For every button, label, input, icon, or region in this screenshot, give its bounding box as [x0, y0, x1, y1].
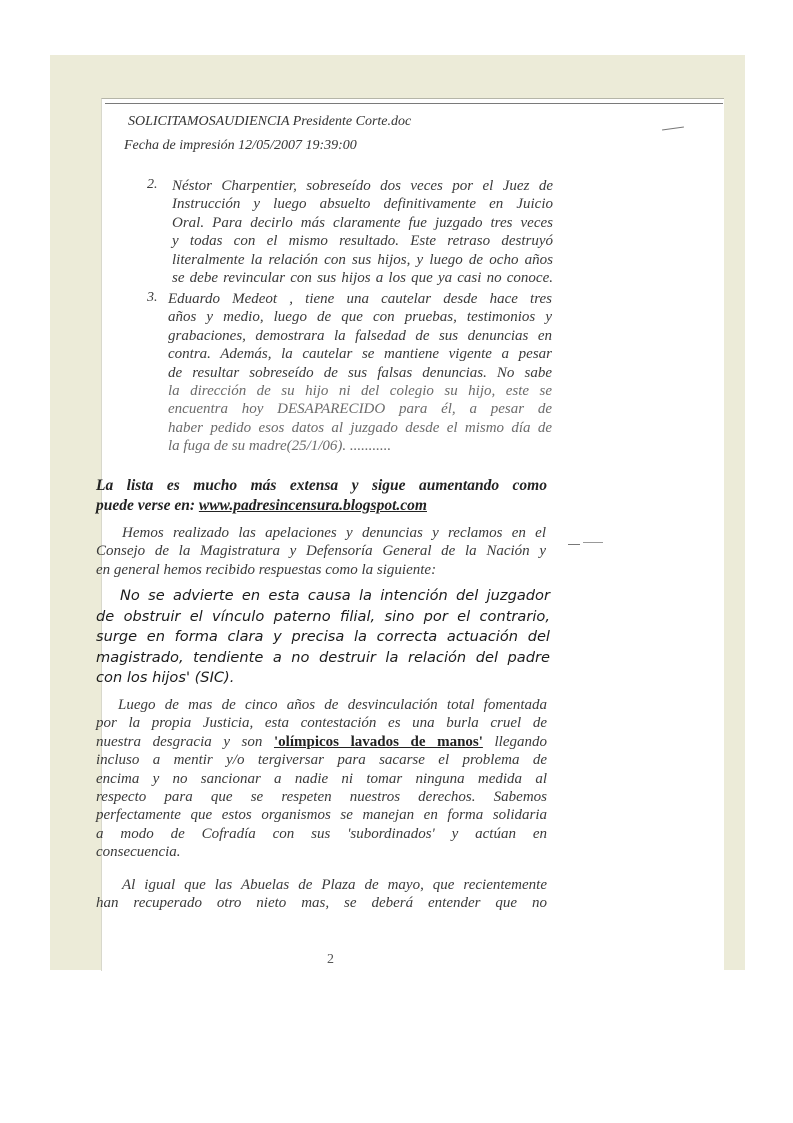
blog-link[interactable]: www.padresincensura.blogspot.com: [198, 497, 427, 514]
item-line: grabaciones, demostrara la falsedad de sus denuncias en: [168, 327, 552, 344]
header-rule: [105, 103, 723, 104]
quote-line: surge en forma clara y precisa la correcta actuación del: [96, 628, 550, 646]
paragraph-line: Hemos realizado las apelaciones y denuncias y reclamos en el: [122, 525, 546, 541]
list-note-prefix: puede verse en:: [96, 497, 199, 514]
item-line: se debe revincular con sus hijos a los que ya casi no conoce.: [172, 270, 553, 287]
item-line: Eduardo Medeot , tiene una cautelar desde hace tres: [168, 291, 552, 307]
response-quote: [96, 586, 550, 689]
list-item-number: 2.: [147, 177, 158, 192]
page-number: 2: [327, 952, 334, 967]
item-line: y todas con el mismo resultado. Este retraso destruyó: [172, 233, 553, 250]
quote-line: de obstruir el vínculo paterno filial, sino por el contrario,: [96, 607, 550, 625]
list-item-number: 3.: [147, 290, 158, 305]
list-note: [96, 476, 547, 516]
list-note-line: [96, 496, 547, 516]
item-line: literalmente la relación con sus hijos, y luego de ocho años: [172, 251, 553, 268]
appeals-paragraph: [96, 524, 546, 579]
item-line: Oral. Para decirlo más claramente fue juzgado tres veces: [172, 214, 553, 231]
quote-line: con los hijos' (SIC).: [96, 669, 235, 687]
paragraph-line: encima y no sancionar a nadie ni tomar ninguna medida al: [96, 770, 547, 787]
print-date: Fecha de impresión 12/05/2007 19:39:00: [124, 138, 357, 153]
item-line: años y medio, luego de que con pruebas, testimonios y: [168, 309, 552, 326]
paragraph-line: en general hemos recibido respuestas como la siguiente:: [96, 561, 437, 578]
text-run: nuestra desgracia y son: [96, 733, 274, 750]
item-line: haber pedido esos datos al juzgado desde el mismo día de: [168, 419, 552, 436]
paragraph-line: por la propia Justicia, esta contestación es una burla cruel de: [96, 715, 547, 732]
document-filename: SOLICITAMOSAUDIENCIA Presidente Corte.doc: [128, 114, 412, 129]
paragraph-line: han recuperado otro nieto mas, se deberá entender que no: [96, 895, 547, 912]
list-item: [172, 177, 553, 287]
body-paragraph: [96, 876, 547, 913]
list-item: [168, 290, 552, 456]
item-line: la dirección de su hijo ni del colegio su hijo, este se: [168, 383, 552, 400]
item-line: Néstor Charpentier, sobreseído dos veces por el Juez de: [172, 178, 553, 194]
list-note-line: La lista es mucho más extensa y sigue aumentando como: [96, 477, 547, 494]
paragraph-line: perfectamente que estos organismos se manejan en forma solidaria: [96, 807, 547, 824]
paragraph-line: incluso a mentir y/o tergiversar para sacarse el problema de: [96, 752, 547, 769]
paragraph-line: Consejo de la Magistratura y Defensoría General de la Nación y: [96, 543, 546, 560]
emphasis-text: 'olímpicos lavados de manos': [273, 733, 483, 750]
scan-speck: [583, 542, 603, 543]
paragraph-line: Al igual que las Abuelas de Plaza de mayo, que recientemente: [122, 877, 547, 893]
paragraph-line: Luego de mas de cinco años de desvinculación total fomentada: [118, 697, 547, 713]
body-paragraph: [96, 696, 547, 862]
item-line: Instrucción y luego absuelto definitivamente en Juicio: [172, 196, 553, 213]
text-run: llegando: [482, 733, 547, 750]
paragraph-line: [96, 733, 547, 751]
paragraph-line: consecuencia.: [96, 844, 181, 861]
item-line: contra. Además, la cautelar se mantiene vigente a pesar: [168, 346, 552, 363]
item-line: encuentra hoy DESAPARECIDO para él, a pesar de: [168, 401, 552, 418]
item-line: la fuga de su madre(25/1/06). ...........: [168, 438, 392, 455]
item-line: de resultar sobreseído de sus falsas denuncias. No sabe: [168, 364, 552, 381]
paragraph-line: respecto para que se respeten nuestros derechos. Sabemos: [96, 789, 547, 806]
quote-line: magistrado, tendiente a no destruir la relación del padre: [96, 648, 550, 666]
quote-line: No se advierte en esta causa la intención del juzgador: [120, 587, 550, 604]
scan-speck: [568, 544, 580, 545]
paragraph-line: a modo de Cofradía con sus 'subordinados' y actúan en: [96, 825, 547, 842]
